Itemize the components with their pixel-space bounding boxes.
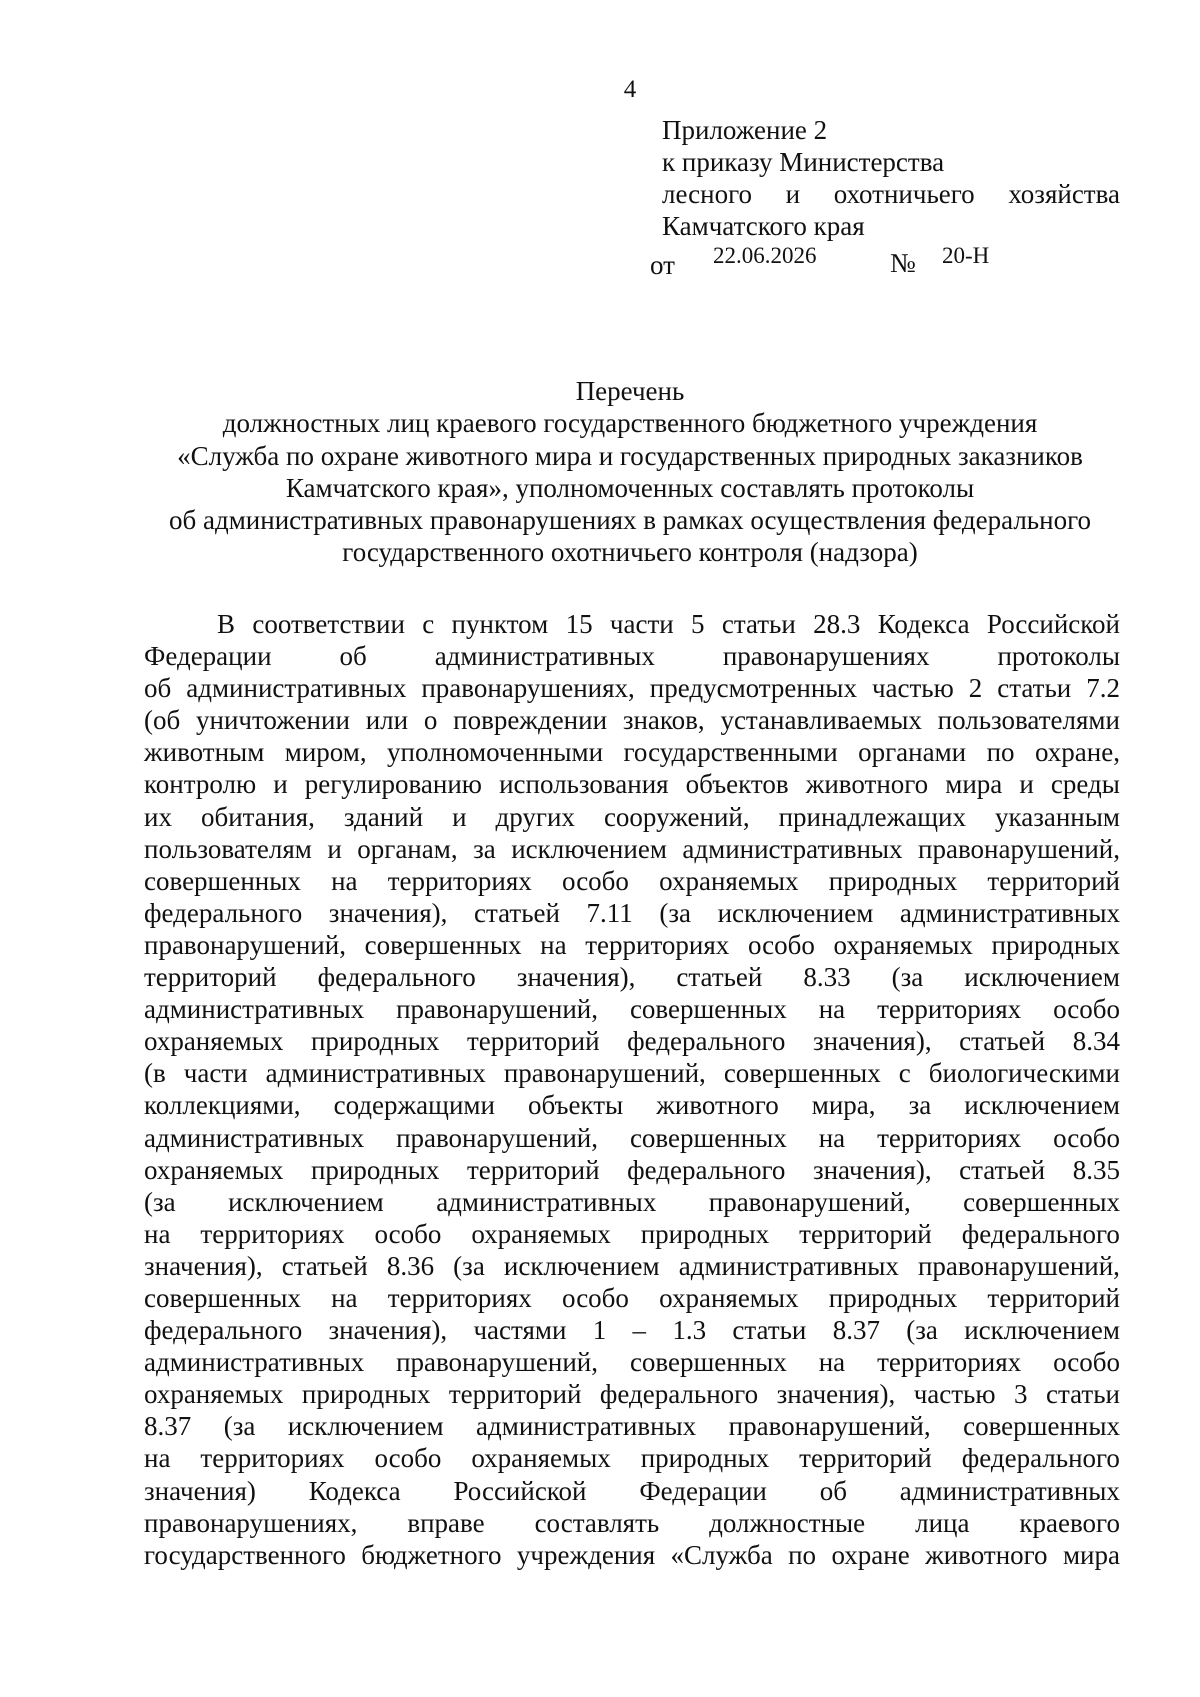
body-word: и xyxy=(273,769,288,800)
body-word: федерального xyxy=(961,1443,1120,1474)
body-word: совершенных xyxy=(629,1347,787,1378)
body-word: среды xyxy=(1050,769,1120,800)
body-word: территорий xyxy=(448,1379,582,1410)
body-word: принадлежащих xyxy=(778,801,966,832)
body-word: Федерации xyxy=(639,1475,767,1506)
body-word: территорий xyxy=(799,1218,932,1249)
body-word: лица xyxy=(915,1507,970,1538)
body-line xyxy=(144,704,1120,736)
body-line xyxy=(144,897,1120,929)
body-word: 7.11 xyxy=(586,897,633,928)
body-word: бюджетного xyxy=(361,1539,502,1570)
appendix-order-ref: к приказу Министерства xyxy=(662,147,945,177)
body-word: на xyxy=(540,929,567,960)
appendix-word: хозяйства xyxy=(1008,179,1120,209)
order-date-number xyxy=(650,243,1050,280)
body-word: мира xyxy=(1062,1539,1120,1570)
body-word: должностные xyxy=(709,1507,866,1538)
body-word: Российской xyxy=(453,1475,587,1506)
appendix-header xyxy=(662,114,1120,242)
body-line xyxy=(144,1442,1120,1474)
body-word: на xyxy=(331,865,358,896)
body-word: территориях xyxy=(877,1122,1022,1153)
body-word: совершенных xyxy=(144,1282,301,1313)
body-word: территорий xyxy=(987,865,1120,896)
body-word: федерального xyxy=(144,897,303,928)
body-word: уничтожении xyxy=(196,705,350,736)
body-word: природных xyxy=(640,1218,770,1249)
body-word: значения), xyxy=(516,962,636,993)
body-word: на xyxy=(818,994,846,1025)
body-word: исключением xyxy=(964,962,1120,993)
body-word: особо xyxy=(1053,1122,1120,1153)
body-line xyxy=(144,640,1120,672)
order-date: 22.06.2026 xyxy=(713,243,817,268)
body-line xyxy=(144,1507,1120,1539)
body-word: совершенных xyxy=(364,929,522,960)
body-word: исключением xyxy=(964,1315,1120,1346)
body-word: протоколы xyxy=(997,641,1120,672)
body-word: об xyxy=(819,1475,847,1506)
body-word: правонарушениях xyxy=(722,641,930,672)
body-word: исключением xyxy=(511,833,667,864)
body-word: административных xyxy=(144,1122,365,1153)
body-paragraph xyxy=(144,608,1120,1571)
body-word: территориях xyxy=(200,1443,345,1474)
body-word: охране, xyxy=(1034,737,1120,768)
title-line: об административных правонарушениях в рамках осуществления федерального xyxy=(169,505,1091,536)
body-word: федерального xyxy=(599,1379,759,1410)
body-word: за xyxy=(908,1090,932,1121)
body-word: совершенных xyxy=(629,1122,787,1153)
body-word: правонарушений, xyxy=(396,1122,599,1153)
body-word: животного xyxy=(656,1090,779,1121)
body-word: контролю xyxy=(144,769,257,800)
body-line xyxy=(144,736,1120,768)
body-word: особо xyxy=(374,1443,442,1474)
order-from-label: от xyxy=(650,250,675,280)
body-word: административных xyxy=(186,673,407,704)
body-word: о xyxy=(423,705,438,736)
body-word: повреждении xyxy=(453,705,608,736)
body-word: миром, xyxy=(284,737,367,768)
body-word: природных xyxy=(640,1443,770,1474)
body-word: административных xyxy=(265,1058,486,1089)
body-word: об xyxy=(144,673,172,704)
body-word: исключением xyxy=(717,897,874,928)
body-word: Федерации xyxy=(144,641,272,672)
body-word: значения), xyxy=(812,1026,932,1057)
body-word: соответствии xyxy=(252,609,405,639)
body-word: значения), xyxy=(144,1250,263,1281)
body-line xyxy=(144,929,1120,961)
body-word: 2 xyxy=(968,673,983,704)
body-word: мира xyxy=(945,769,1003,800)
body-line xyxy=(144,1346,1120,1378)
body-line xyxy=(144,865,1120,897)
body-word: (за xyxy=(144,1186,176,1217)
body-word: статьей xyxy=(281,1250,368,1281)
body-word: охраняемых xyxy=(144,1026,284,1057)
body-word: статьи xyxy=(721,609,796,639)
body-word: территориях xyxy=(387,865,532,896)
body-word: охране xyxy=(831,1539,910,1570)
body-word: исключением xyxy=(503,1250,660,1281)
body-word: охраняемых xyxy=(471,1443,611,1474)
body-word: совершенных xyxy=(629,994,787,1025)
body-word: объекты xyxy=(527,1090,624,1121)
body-word: пользователям xyxy=(144,833,312,864)
body-word: за xyxy=(473,833,496,864)
body-word: Кодекса xyxy=(877,609,970,639)
body-word: исключением xyxy=(228,1186,384,1217)
body-word: 1.3 xyxy=(672,1315,707,1346)
body-word: (за xyxy=(659,897,691,928)
body-word: содержащими xyxy=(333,1090,495,1121)
body-line xyxy=(144,1250,1120,1282)
body-line xyxy=(144,1122,1120,1154)
body-word: других xyxy=(495,801,575,832)
document-title xyxy=(140,375,1120,569)
body-word: составлять xyxy=(534,1507,660,1538)
body-word: знаков, xyxy=(622,705,705,736)
body-word: 8.35 xyxy=(1072,1154,1120,1185)
body-line xyxy=(144,833,1120,865)
body-word: на xyxy=(144,1443,171,1474)
body-word: территориях xyxy=(585,929,730,960)
body-line xyxy=(144,1475,1120,1507)
body-word: природных xyxy=(828,1282,958,1313)
body-word: природных xyxy=(301,1379,431,1410)
body-word: В xyxy=(217,609,236,639)
appendix-region: Камчатского края xyxy=(662,211,865,241)
body-word: административных xyxy=(476,1411,697,1442)
body-word: и xyxy=(1019,769,1034,800)
body-word: 5 xyxy=(691,609,705,639)
body-word: значения) xyxy=(144,1475,256,1506)
body-word: природных xyxy=(310,1154,440,1185)
body-word: статьи xyxy=(732,1315,807,1346)
body-word: учреждения xyxy=(516,1539,656,1570)
body-word: по xyxy=(788,1539,817,1570)
body-word: 8.37 xyxy=(144,1411,192,1442)
body-line xyxy=(144,1025,1120,1057)
body-word: территориях xyxy=(877,1347,1022,1378)
body-word: правонарушениях, xyxy=(144,1507,358,1538)
appendix-ministry-line xyxy=(662,178,1120,210)
body-word: статьи xyxy=(997,673,1072,704)
body-word: использования xyxy=(499,769,669,800)
body-word: уполномоченными xyxy=(387,737,604,768)
body-word: природных xyxy=(828,865,958,896)
body-word: вправе xyxy=(407,1507,485,1538)
body-word: статьей xyxy=(474,897,560,928)
body-word: правонарушений, xyxy=(396,1347,599,1378)
body-word: статьей xyxy=(959,1154,1046,1185)
body-word: регулированию xyxy=(304,769,482,800)
body-word: правонарушений, xyxy=(917,1250,1120,1281)
body-word: правонарушений, xyxy=(918,833,1120,864)
body-word: животным xyxy=(144,737,265,768)
body-word: охраняемых xyxy=(659,865,799,896)
body-word: краевого xyxy=(1019,1507,1120,1538)
body-word: 15 xyxy=(565,609,593,639)
body-word: правонарушениях, xyxy=(421,673,635,704)
body-word: совершенных xyxy=(723,1058,881,1089)
title-heading: Перечень xyxy=(575,376,685,406)
body-word: части xyxy=(609,609,674,639)
body-word: (за xyxy=(891,962,924,993)
body-word: на xyxy=(818,1347,846,1378)
title-line: Камчатского края», уполномоченных составлять протоколы xyxy=(285,472,975,503)
body-word: административных xyxy=(144,1347,365,1378)
body-line xyxy=(144,1154,1120,1186)
body-word: административных xyxy=(678,1250,899,1281)
body-word: исключением xyxy=(287,1411,444,1442)
body-word: 1 xyxy=(592,1315,607,1346)
body-word: предусмотренных xyxy=(649,673,857,704)
body-word: обитания, xyxy=(200,801,315,832)
body-word: правонарушений, xyxy=(503,1058,706,1089)
body-word: Кодекса xyxy=(308,1475,401,1506)
body-word: или xyxy=(365,705,409,736)
body-line xyxy=(144,1410,1120,1442)
body-word: 8.33 xyxy=(803,962,851,993)
body-word: на xyxy=(818,1122,846,1153)
body-word: об xyxy=(339,641,367,672)
body-word: указанным xyxy=(995,801,1120,832)
body-word: (об xyxy=(144,705,181,736)
body-word: животного xyxy=(805,769,929,800)
body-word: по xyxy=(986,737,1015,768)
body-word: значения), xyxy=(776,1379,896,1410)
body-word: статьей xyxy=(959,1026,1046,1057)
body-word: 8.37 xyxy=(832,1315,880,1346)
appendix-title: Приложение 2 xyxy=(662,115,828,145)
body-word: статьи xyxy=(1046,1379,1120,1410)
body-word: (за xyxy=(906,1315,938,1346)
body-line xyxy=(144,672,1120,704)
body-word: пунктом xyxy=(451,609,549,639)
body-line xyxy=(144,961,1120,993)
body-word: зданий xyxy=(343,801,424,832)
body-word: – xyxy=(632,1315,647,1346)
body-word: органами xyxy=(858,737,967,768)
body-word: статьей xyxy=(676,962,763,993)
order-number-sign: № xyxy=(890,248,916,278)
body-word: значения), xyxy=(812,1154,932,1185)
title-line: «Служба по охране животного мира и государственных природных заказников xyxy=(177,440,1083,471)
body-word: 8.34 xyxy=(1072,1026,1120,1057)
body-word: особо xyxy=(562,1282,629,1313)
body-word: «Служба xyxy=(670,1539,773,1570)
body-word: особо xyxy=(374,1218,442,1249)
body-word: значения), xyxy=(328,897,448,928)
body-word: особо xyxy=(747,929,815,960)
body-word: охраняемых xyxy=(144,1154,284,1185)
body-word: 7.2 xyxy=(1086,673,1120,704)
body-word: частью xyxy=(871,673,954,704)
body-word: совершенных xyxy=(144,865,301,896)
order-number: 20-Н xyxy=(942,243,990,268)
body-word: правонарушений, xyxy=(708,1186,911,1217)
body-word: 8.36 xyxy=(386,1250,435,1281)
body-word: с xyxy=(422,609,435,639)
body-word: административных xyxy=(434,641,655,672)
appendix-word: и xyxy=(785,179,801,209)
body-word: исключением xyxy=(964,1090,1120,1121)
body-word: территориях xyxy=(877,994,1022,1025)
body-line xyxy=(144,801,1120,833)
body-word: и xyxy=(452,801,467,832)
body-word: территорий xyxy=(467,1154,600,1185)
body-word: природных xyxy=(310,1026,440,1057)
body-word: (в xyxy=(144,1058,166,1089)
body-word: частью xyxy=(913,1379,996,1410)
body-word: административных xyxy=(682,833,903,864)
body-word: правонарушений, xyxy=(728,1411,931,1442)
body-word: территориях xyxy=(387,1282,532,1313)
body-word: с xyxy=(898,1058,911,1089)
body-word: территорий xyxy=(144,962,277,993)
body-word: природных xyxy=(991,929,1120,960)
body-word: на xyxy=(331,1282,358,1313)
body-line xyxy=(144,1218,1120,1250)
body-word: территорий xyxy=(799,1443,932,1474)
body-word: Российской xyxy=(986,609,1120,639)
body-word: совершенных xyxy=(963,1186,1120,1217)
body-word: значения), xyxy=(328,1315,448,1346)
body-word: (за xyxy=(453,1250,485,1281)
title-line: должностных лиц краевого государственного бюджетного учреждения xyxy=(222,408,1038,439)
body-word: территорий xyxy=(467,1026,600,1057)
body-word: федерального xyxy=(627,1026,786,1057)
body-word: государственными xyxy=(623,737,838,768)
body-line xyxy=(144,1314,1120,1346)
body-word: охраняемых xyxy=(471,1218,611,1249)
body-line xyxy=(144,1378,1120,1410)
body-word: (за xyxy=(223,1411,256,1442)
body-word: коллекциями, xyxy=(144,1090,301,1121)
body-word: органам, xyxy=(357,833,458,864)
body-word: федерального xyxy=(317,962,476,993)
body-word: животного xyxy=(925,1539,1048,1570)
body-word: пользователями xyxy=(937,705,1120,736)
body-word: их xyxy=(144,801,172,832)
body-word: государственного xyxy=(144,1539,346,1570)
body-word: совершенных xyxy=(963,1411,1120,1442)
body-word: 3 xyxy=(1014,1379,1028,1410)
body-word: территориях xyxy=(200,1218,345,1249)
body-line xyxy=(144,993,1120,1025)
body-word: охраняемых xyxy=(144,1379,284,1410)
body-line xyxy=(144,1057,1120,1089)
body-word: федерального xyxy=(961,1218,1120,1249)
body-word: территорий xyxy=(987,1282,1120,1313)
body-word: особо xyxy=(1053,994,1120,1025)
body-word: административных xyxy=(144,994,365,1025)
body-word: правонарушений, xyxy=(144,929,346,960)
body-word: части xyxy=(183,1058,248,1089)
body-word: сооружений, xyxy=(603,801,750,832)
body-word: 28.3 xyxy=(813,609,861,639)
body-word: на xyxy=(144,1218,171,1249)
body-line xyxy=(144,768,1120,800)
body-word: частями xyxy=(473,1315,567,1346)
body-word: федерального xyxy=(144,1315,303,1346)
body-line xyxy=(144,1089,1120,1121)
body-word: административных xyxy=(899,1475,1120,1506)
body-word: особо xyxy=(562,865,629,896)
body-line xyxy=(144,1539,1120,1571)
body-word: особо xyxy=(1053,1347,1120,1378)
body-line xyxy=(144,1282,1120,1314)
appendix-word: охотничьего xyxy=(833,179,975,209)
page-number: 4 xyxy=(623,76,637,103)
body-word: охраняемых xyxy=(833,929,973,960)
body-line xyxy=(144,608,1120,640)
appendix-word: лесного xyxy=(662,179,752,209)
title-line: государственного охотничьего контроля (надзора) xyxy=(342,537,918,568)
body-word: устанавливаемых xyxy=(720,705,922,736)
body-word: федерального xyxy=(627,1154,786,1185)
body-word: правонарушений, xyxy=(396,994,599,1025)
body-word: административных xyxy=(899,897,1120,928)
body-line xyxy=(144,1186,1120,1218)
body-word: объектов xyxy=(685,769,789,800)
body-word: охраняемых xyxy=(659,1282,799,1313)
body-word: мира, xyxy=(811,1090,876,1121)
body-word: биологическими xyxy=(928,1058,1120,1089)
body-word: административных xyxy=(436,1186,657,1217)
body-word: и xyxy=(327,833,342,864)
